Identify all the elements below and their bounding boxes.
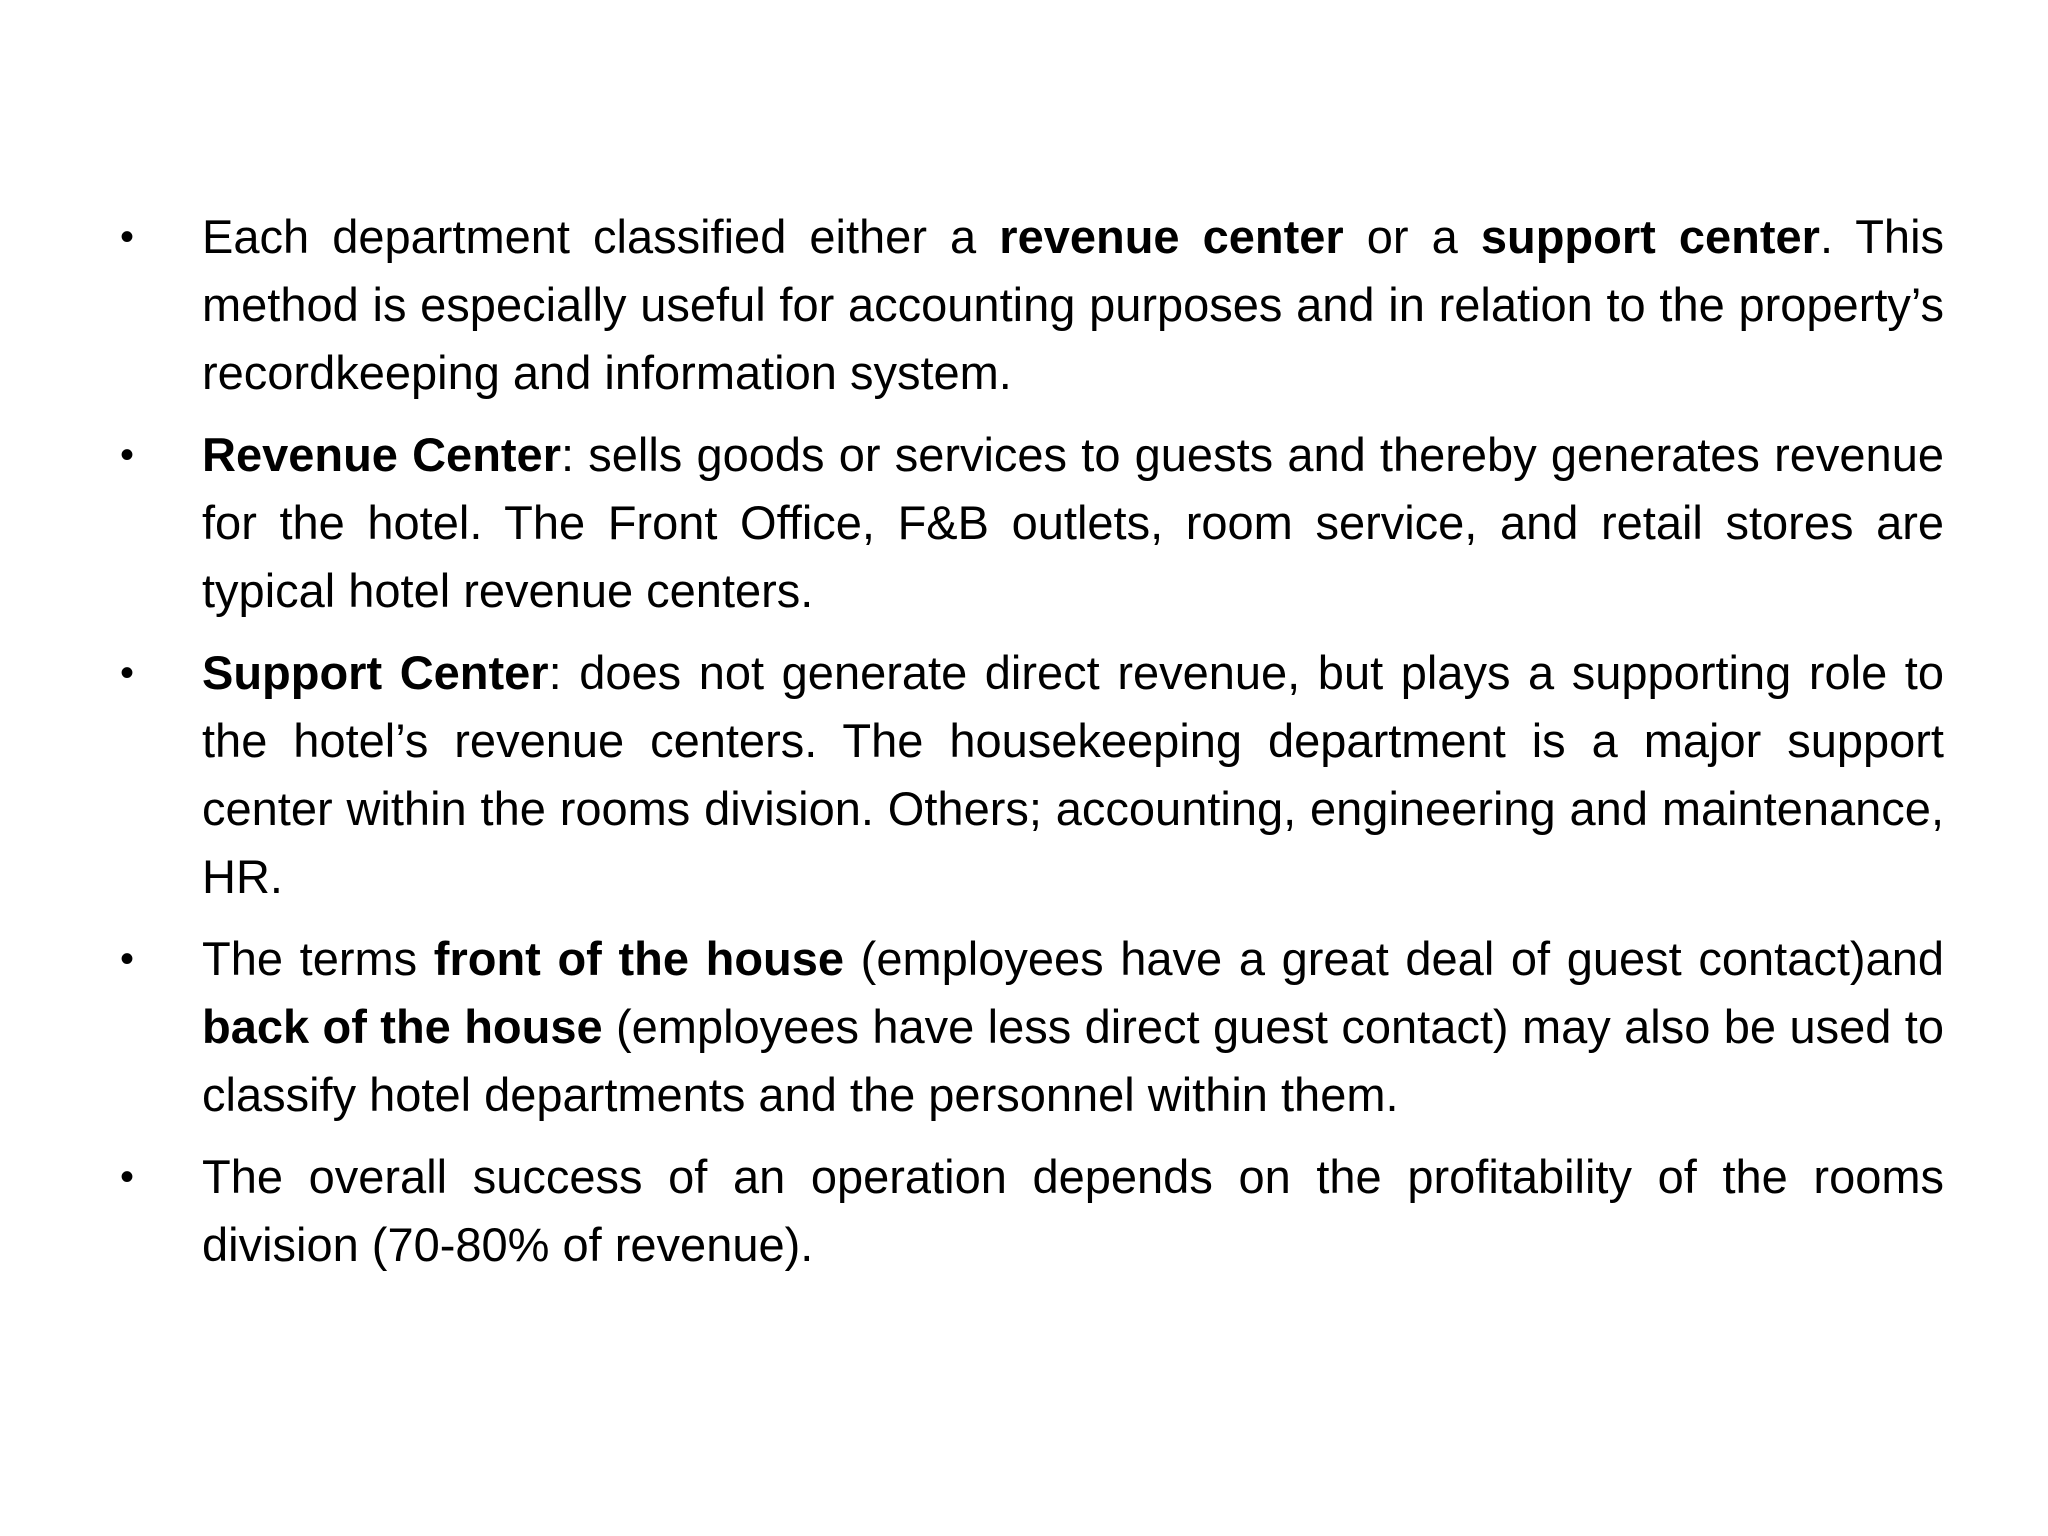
text-segment: The overall success of an operation depends on the profitability of the rooms division (70-80% of revenue). [202,1150,1944,1271]
bullet-text [202,1150,1944,1271]
text-segment: (employees have a great deal of guest contact)and [844,932,1944,985]
bold-term-support-center: support center [1480,210,1820,263]
bullet-list [118,203,1944,1293]
text-segment: Each department classified either a [202,210,1000,263]
text-segment: (employees have less direct guest contact) may also be used to classify hotel departments and the personnel within them. [202,1000,1944,1121]
bullet-point-icon: • [120,1155,135,1199]
bold-term-front-of-the-house: front of the house [433,932,845,985]
text-segment: The terms [202,932,434,985]
bullet-item-front-back-of-house [118,925,1944,1129]
bullet-point-icon: • [120,937,135,981]
text-segment: . This method is especially useful for accounting purposes and in relation to the property’s recordkeeping and information system. [202,210,1945,399]
bullet-text [202,646,1944,903]
bullet-item-support-center [118,639,1944,911]
bullet-text [202,210,1944,399]
bullet-item-revenue-support-classification [118,203,1944,407]
text-segment: or a [1343,210,1481,263]
bullet-point-icon: • [120,651,135,695]
bullet-point-icon: • [120,215,135,259]
bold-term-revenue-center: revenue center [999,210,1344,263]
bullet-item-overall-success [118,1143,1944,1279]
text-segment: : does not generate direct revenue, but plays a supporting role to the hotel’s revenue centers. The housekeeping department is a major support center within the rooms division. Others; accounting, engineering and maintenance, HR. [202,646,1944,903]
bold-term-revenue-center-heading: Revenue Center [202,428,561,481]
bold-term-back-of-the-house: back of the house [202,1000,603,1053]
bullet-text [202,932,1944,1121]
bullet-item-revenue-center [118,421,1944,625]
bullet-point-icon: • [120,433,135,477]
bullet-text [202,428,1944,617]
bold-term-support-center-heading: Support Center [202,646,549,699]
text-segment: : sells goods or services to guests and thereby generates revenue for the hotel. The Front Office, F&B outlets, room service, and retail stores are typical hotel revenue centers. [202,428,1944,617]
